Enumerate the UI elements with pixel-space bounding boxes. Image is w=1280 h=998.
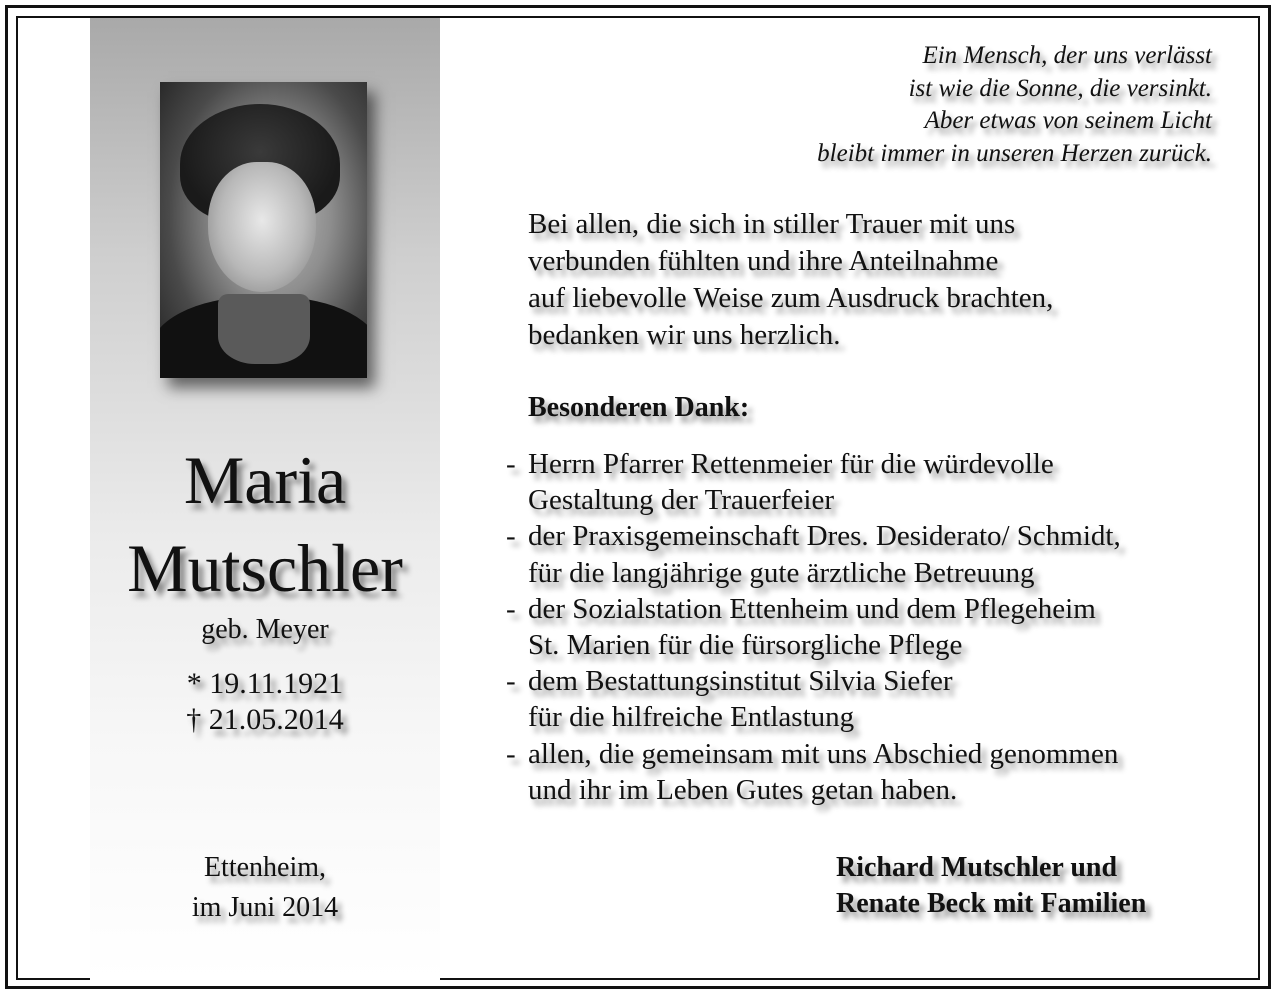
list-item-line: für die langjährige gute ärztliche Betreuung — [528, 556, 1035, 589]
list-dash: - — [506, 592, 516, 625]
portrait-photo — [160, 82, 367, 378]
list-item-line: St. Marien für die fürsorgliche Pflege — [528, 629, 963, 662]
list-item — [506, 663, 1121, 735]
thanks-paragraph — [528, 206, 1053, 354]
list-item-line: dem Bestattungsinstitut Silvia Siefer — [528, 665, 953, 698]
portrait-collar — [218, 294, 310, 364]
poem-line: ist wie die Sonne, die versinkt. — [908, 74, 1212, 102]
portrait-face — [208, 162, 316, 292]
signature-line: Richard Mutschler und — [836, 852, 1118, 883]
list-item-line: Gestaltung der Trauerfeier — [528, 484, 835, 517]
poem — [817, 40, 1212, 170]
list-item — [506, 446, 1121, 518]
list-item-line: und ihr im Leben Gutes getan haben. — [528, 773, 958, 806]
list-dash: - — [506, 665, 516, 698]
thanks-line: bedanken wir uns herzlich. — [528, 319, 841, 351]
poem-line: Ein Mensch, der uns verlässt — [922, 42, 1212, 69]
list-dash: - — [506, 520, 516, 553]
place-line: Ettenheim, — [203, 852, 327, 883]
signature-line: Renate Beck mit Familien — [836, 888, 1147, 919]
poem-line: bleibt immer in unseren Herzen zurück. — [817, 139, 1212, 167]
death-date: † 21.05.2014 — [186, 703, 344, 736]
list-item-line: Herrn Pfarrer Rettenmeier für die würdevolle — [528, 448, 1054, 480]
last-name: Mutschler — [127, 530, 403, 606]
list-item-line: der Praxisgemeinschaft Dres. Desiderato/ Schmidt, — [528, 520, 1121, 553]
poem-line: Aber etwas von seinem Licht — [924, 107, 1212, 134]
thanks-line: verbunden fühlten und ihre Anteilnahme — [528, 245, 999, 277]
list-item-line: für die hilfreiche Entlastung — [528, 701, 855, 734]
thanks-line: Bei allen, die sich in stiller Trauer mit uns — [528, 208, 1016, 240]
maiden-name: geb. Meyer — [201, 614, 329, 645]
signature — [836, 850, 1146, 922]
special-thanks-heading: Besonderen Dank: — [528, 392, 750, 423]
thanks-line: auf liebevolle Weise zum Ausdruck brachten, — [528, 282, 1054, 314]
special-thanks-list — [506, 446, 1121, 808]
first-name: Maria — [183, 442, 347, 518]
list-item — [506, 591, 1121, 663]
list-item-line: der Sozialstation Ettenheim und dem Pflegeheim — [528, 592, 1096, 625]
list-dash: - — [506, 737, 516, 770]
list-dash: - — [506, 448, 516, 480]
birth-date: * 19.11.1921 — [186, 667, 344, 700]
date-line: im Juni 2014 — [191, 892, 339, 923]
list-item-line: allen, die gemeinsam mit uns Abschied genommen — [528, 737, 1119, 770]
list-item — [506, 518, 1121, 590]
list-item — [506, 736, 1121, 808]
